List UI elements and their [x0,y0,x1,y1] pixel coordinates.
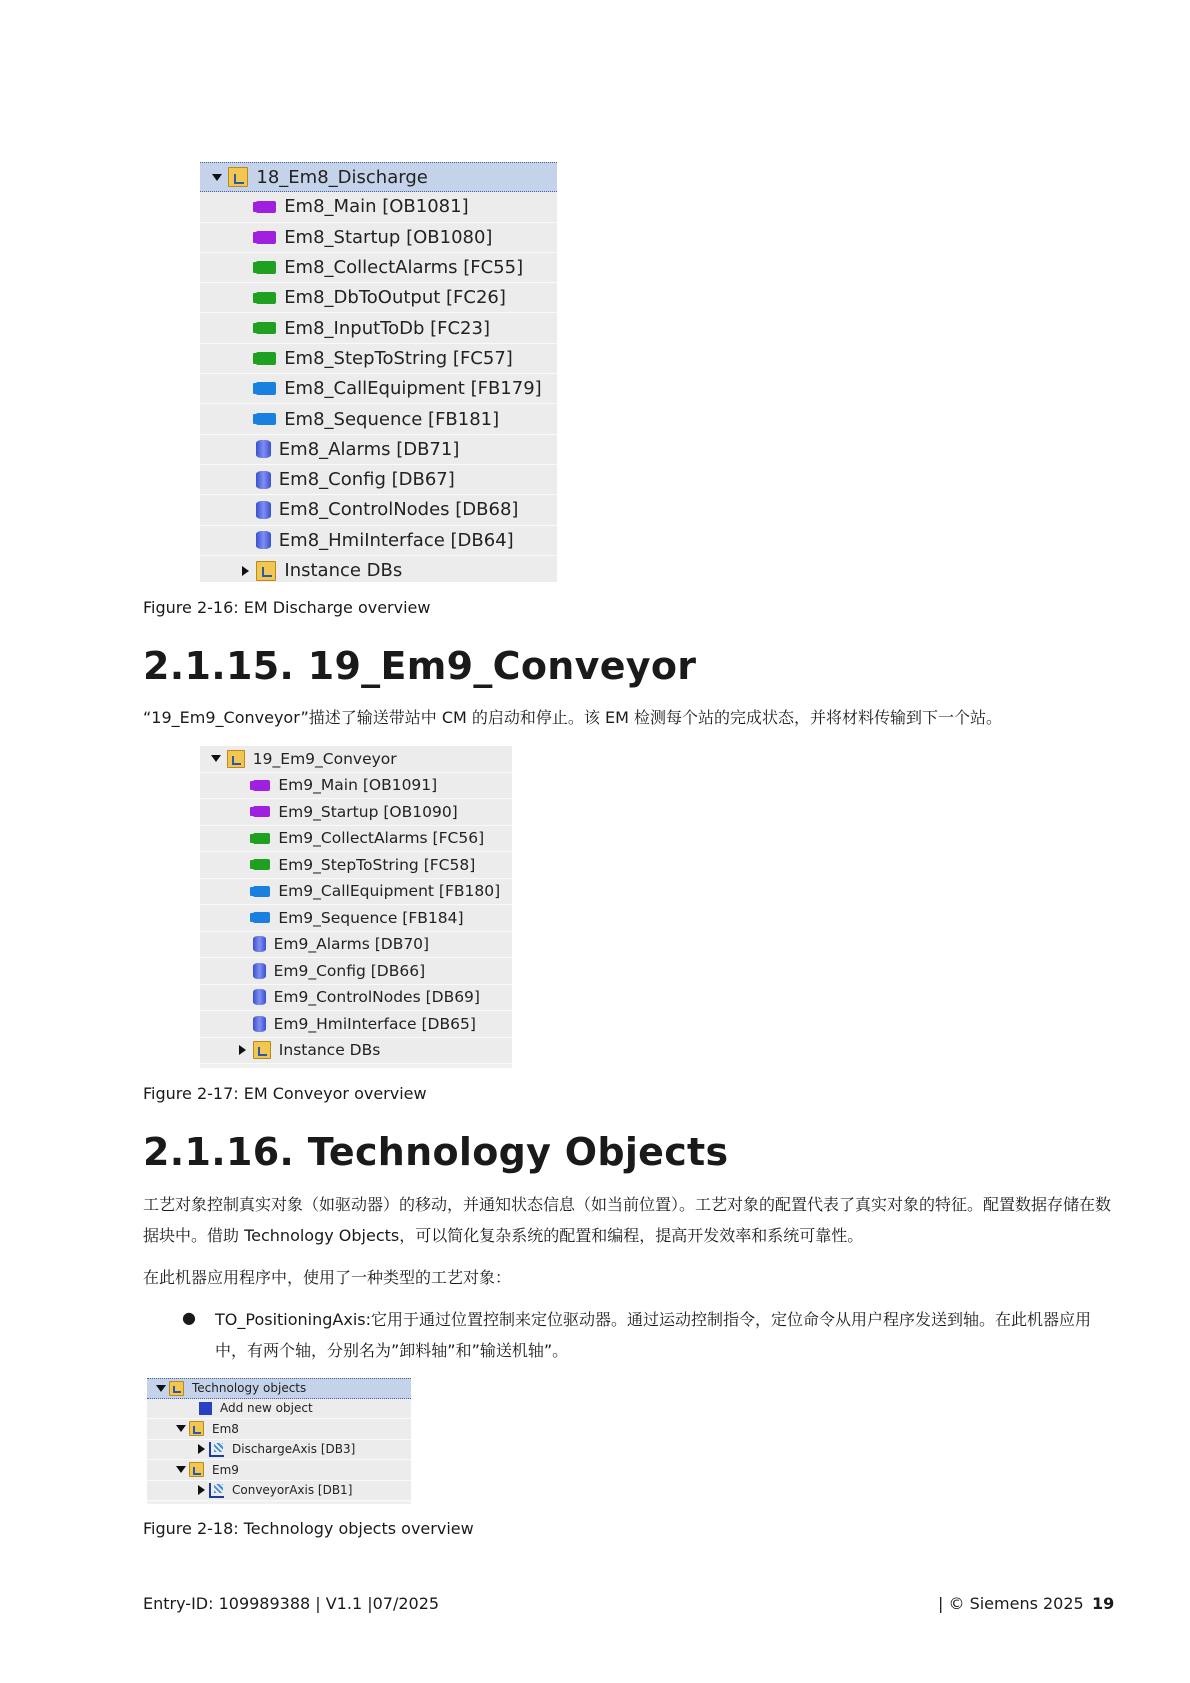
tree-item[interactable] [147,1481,411,1502]
tree-item-label: Em9_StepToString [FC58] [278,855,476,874]
tree-item-label: Em8_CallEquipment [FB179] [284,378,542,400]
data-block-icon [256,531,270,549]
data-block-icon [253,1016,266,1032]
tree-item[interactable] [200,773,512,800]
fc-block-icon [253,833,271,844]
folder-icon [189,1421,204,1436]
project-tree-em8-discharge [200,162,557,582]
folder-icon [169,1381,184,1396]
figure-caption: Figure 2-18: Technology objects overview [143,1519,474,1538]
tree-item-label: Em9_Config [DB66] [273,961,426,980]
page-number: 19 [1092,1594,1115,1613]
tree-item-label: Em9_Startup [OB1090] [278,802,458,821]
tree-item-label: 19_Em9_Conveyor [252,749,397,768]
data-block-icon [256,501,270,519]
tree-item[interactable] [200,932,512,959]
tree-item-label: Em9_HmiInterface [DB65] [273,1014,476,1033]
expand-arrow-down-icon[interactable] [212,174,222,181]
tree-item[interactable] [200,526,557,556]
tree-item[interactable] [200,985,512,1012]
tree-item-label: Add new object [220,1401,313,1416]
tree-item-label: Em8_Alarms [DB71] [278,438,460,460]
tree-item-label: Em9_Sequence [FB184] [278,908,464,927]
fb-block-icon [256,413,276,426]
tree-item-label: Em8_Config [DB67] [278,469,455,491]
fb-block-icon [256,382,276,395]
tree-item[interactable] [200,879,512,906]
tree-item[interactable] [200,374,557,404]
tree-item-label: Em8_HmiInterface [DB64] [278,529,514,551]
fc-block-icon [256,352,276,365]
tree-item[interactable] [200,192,557,222]
figure-caption: Figure 2-16: EM Discharge overview [143,598,431,617]
tree-item-label: Em8_CollectAlarms [FC55] [284,257,524,279]
tree-item-label: Em8_DbToOutput [FC26] [284,287,506,309]
footer-copyright: | © Siemens 2025 [938,1594,1084,1613]
fb-block-icon [253,912,271,923]
tree-item[interactable] [200,162,557,192]
tree-item-label: Em9_Alarms [DB70] [273,935,430,954]
tree-item[interactable] [200,905,512,932]
section-heading: 2.1.16. Technology Objects [143,1130,729,1174]
technology-objects-tree [147,1378,411,1504]
tree-item-label: Em8_StepToString [FC57] [284,347,513,369]
data-block-icon [253,989,266,1005]
bullet-item: TO_PositioningAxis:它用于通过位置控制来定位驱动器。通过运动控制指令，定位命令从用户程序发送到轴。在此机器应用中，有两个轴，分别名为”卸料轴”和”输送机轴”。 [215,1310,1091,1360]
paragraph: 在此机器应用程序中，使用了一种类型的工艺对象： [143,1268,512,1287]
tree-item[interactable] [147,1460,411,1481]
folder-icon [228,167,248,187]
tree-item-label: Instance DBs [284,560,403,581]
data-block-icon [256,471,270,489]
project-tree-em9-conveyor [200,746,512,1068]
tree-item-label: Em9_Main [OB1091] [278,776,438,795]
fc-block-icon [256,261,276,274]
axis-icon [209,1442,224,1457]
tree-item[interactable] [200,799,512,826]
tree-item[interactable] [147,1419,411,1440]
tree-item-label: DischargeAxis [DB3] [232,1442,356,1457]
collapse-arrow-right-icon[interactable] [198,1485,205,1495]
tree-item[interactable] [200,283,557,313]
tree-item[interactable] [147,1399,411,1420]
tree-item[interactable] [200,253,557,283]
tree-item[interactable] [200,746,512,773]
tree-item-label: Em9_CollectAlarms [FC56] [278,829,485,848]
bullet-icon: ● [182,1308,196,1327]
paragraph: 工艺对象控制真实对象（如驱动器）的移动，并通知状态信息（如当前位置）。工艺对象的配置代表了真实对象的特征。配置数据存储在数据块中。借助 Technology Objects，可以简化复杂系统的配置和编程，提高开发效率和系统可靠性。 [143,1195,1112,1245]
tree-item[interactable] [200,404,557,434]
ob-block-icon [256,201,276,214]
data-block-icon [253,963,266,979]
axis-icon [209,1483,224,1498]
tree-item-label: Technology objects [192,1381,307,1396]
tree-item-label: Em8_ControlNodes [DB68] [278,499,519,521]
tree-item-label: 18_Em8_Discharge [256,166,428,188]
tree-item-label: Em9 [212,1462,239,1477]
ob-block-icon [256,231,276,244]
collapse-arrow-right-icon[interactable] [239,1045,246,1055]
data-block-icon [256,440,270,458]
tree-item[interactable] [200,826,512,853]
tree-item[interactable] [147,1440,411,1461]
expand-arrow-down-icon[interactable] [211,755,221,762]
tree-item-label: Em8_Sequence [FB181] [284,408,500,430]
expand-arrow-down-icon[interactable] [176,1425,186,1432]
fc-block-icon [256,322,276,335]
paragraph: “19_Em9_Conveyor”描述了输送带站中 CM 的启动和停止。该 EM 检测每个站的完成状态，并将材料传输到下一个站。 [143,708,1002,727]
expand-arrow-down-icon[interactable] [156,1385,166,1392]
tree-item-label: Em8 [212,1421,239,1436]
ob-block-icon [253,780,271,791]
tree-item-label: Em9_CallEquipment [FB180] [278,882,501,901]
tree-item[interactable] [200,465,557,495]
tree-item[interactable] [200,852,512,879]
section-heading: 2.1.15. 19_Em9_Conveyor [143,644,697,688]
tree-item[interactable] [147,1378,411,1399]
tree-item[interactable] [200,313,557,343]
tree-item[interactable] [200,556,557,582]
folder-icon [189,1462,204,1477]
data-block-icon [253,936,266,952]
tree-item-label: Em8_InputToDb [FC23] [284,317,490,339]
footer-entry-id: Entry-ID: 109989388 | V1.1 |07/2025 [143,1594,440,1613]
tree-item-label: Em9_ControlNodes [DB69] [273,988,480,1007]
tree-item[interactable] [200,1011,512,1038]
tree-item[interactable] [200,435,557,465]
expand-arrow-down-icon[interactable] [176,1466,186,1473]
tree-item-label: ConveyorAxis [DB1] [232,1483,353,1498]
fc-block-icon [256,292,276,305]
folder-icon [227,750,245,768]
tree-item[interactable] [200,495,557,525]
folder-icon [256,561,276,581]
tree-item-label: Em8_Main [OB1081] [284,196,469,218]
add-object-icon [199,1402,212,1415]
collapse-arrow-right-icon[interactable] [198,1444,205,1454]
tree-item[interactable] [200,958,512,985]
ob-block-icon [253,806,271,817]
tree-item-label: Instance DBs [278,1041,381,1060]
fc-block-icon [253,859,271,870]
tree-item-label: Em8_Startup [OB1080] [284,226,493,248]
fb-block-icon [253,886,271,897]
tree-item[interactable] [200,223,557,253]
collapse-arrow-right-icon[interactable] [242,566,249,576]
folder-icon [253,1041,271,1059]
tree-item[interactable] [200,1038,512,1065]
figure-caption: Figure 2-17: EM Conveyor overview [143,1084,427,1103]
tree-item[interactable] [200,344,557,374]
